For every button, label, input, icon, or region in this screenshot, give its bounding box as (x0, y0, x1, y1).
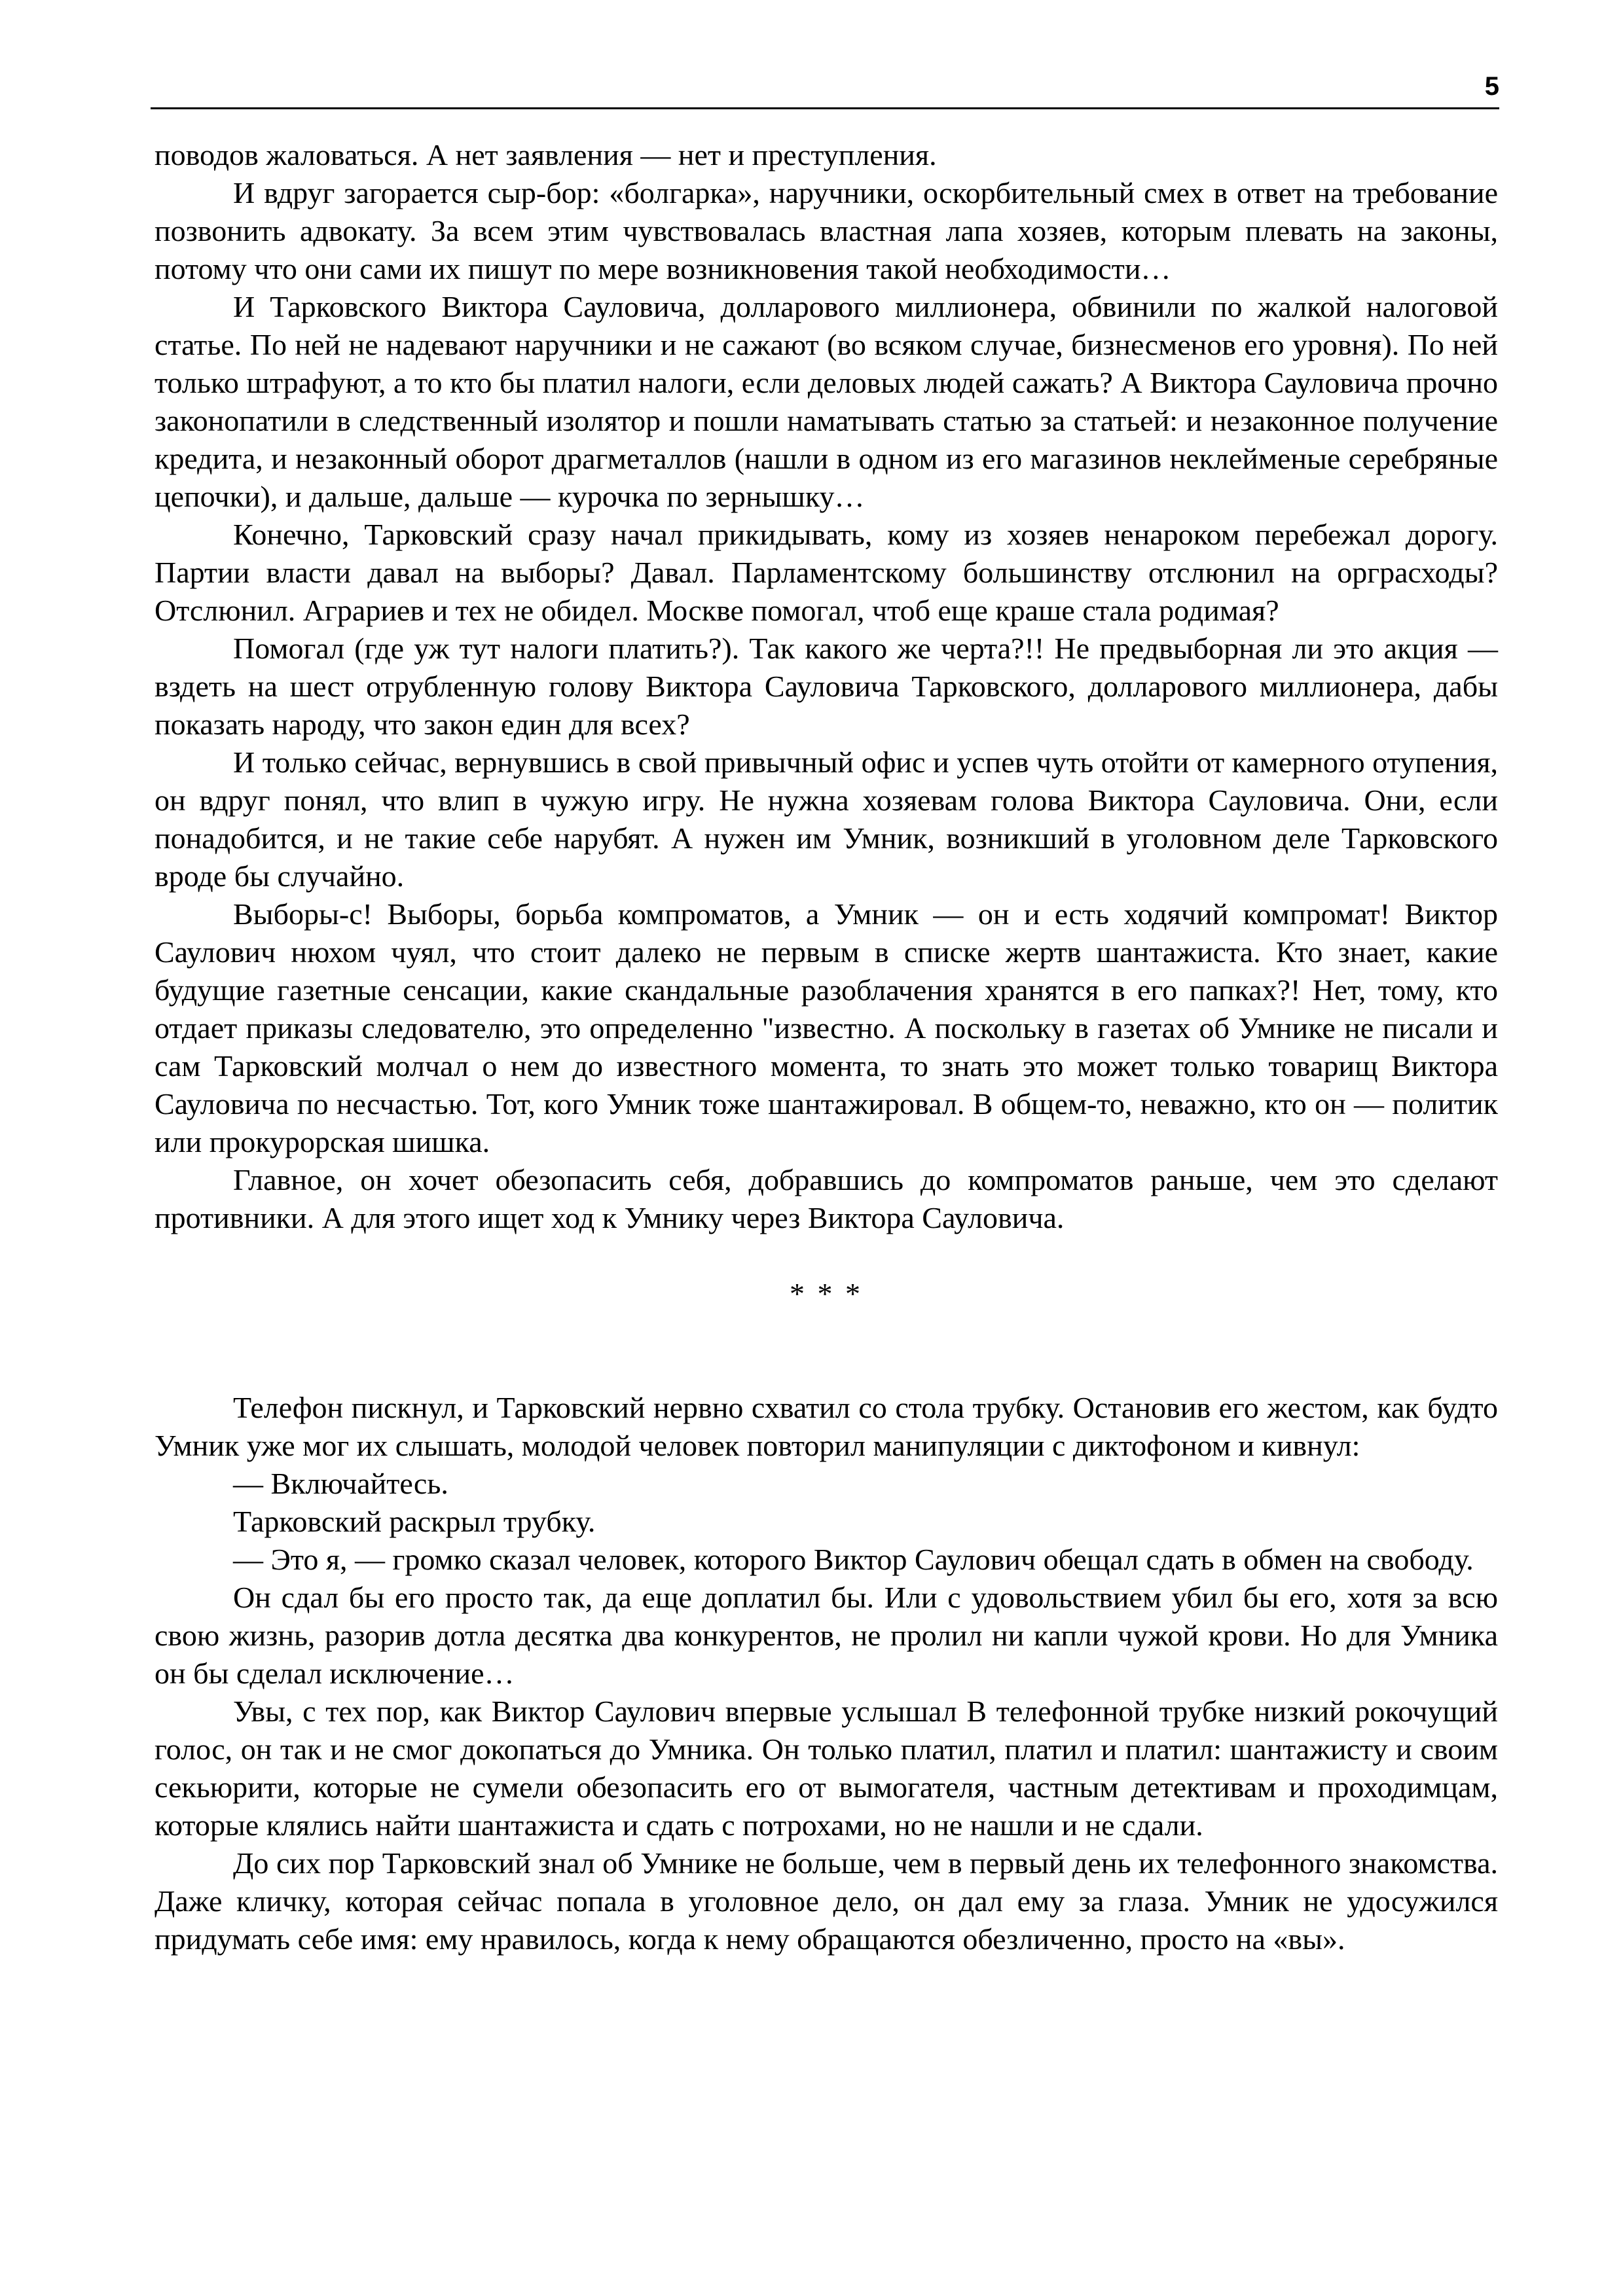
paragraph: Конечно, Тарковский сразу начал прикидывать, кому из хозяев ненароком перебежал дорогу. Партии власти давал на выборы? Давал. Парламентскому большинству отслюнил на орграсходы? Отслюнил. Аграриев и тех не обидел. Москве помогал, чтоб еще краше стала родимая? (155, 518, 1498, 627)
paragraph: Тарковский раскрыл трубку. (233, 1505, 596, 1538)
paragraph: поводов жаловаться. А нет заявления — нет и преступления. (155, 138, 937, 171)
page-body (155, 136, 1498, 1958)
paragraph: Помогал (где уж тут налоги платить?). Так какого же черта?!! Не предвыборная ли это акция — вздеть на шест отрубленную голову Виктора Сауловича Тарковского, долларового миллионера, дабы показать народу, что закон един для всех? (155, 632, 1498, 741)
paragraph: — Включайтесь. (233, 1467, 448, 1500)
header-rule (151, 107, 1499, 109)
paragraph: До сих пор Тарковский знал об Умнике не больше, чем в первый день их телефонного знакомства. Даже кличку, которая сейчас попала в уголовное дело, он дал ему за глаза. Умник не удосужился придумать себе имя: ему нравилось, когда к нему обращаются обезличенно, просто на «вы». (155, 1846, 1498, 1956)
paragraph: Увы, с тех пор, как Виктор Саулович впервые услышал В телефонной трубке низкий рокочущий голос, он так и не смог докопаться до Умника. Он только платил, платил и платил: шантажисту и своим секьюрити, которые не сумели обезопасить его от вымогателя, частным детективам и проходимцам, которые клялись найти шантажиста и сдать с потрохами, но не нашли и не сдали. (155, 1695, 1498, 1842)
paragraph: И только сейчас, вернувшись в свой привычный офис и успев чуть отойти от камерного отупения, он вдруг понял, что влип в чужую игру. Не нужна хозяевам голова Виктора Сауловича. Они, если понадобится, и не такие себе нарубят. А нужен им Умник, возникший в уголовном деле Тарковского вроде бы случайно. (155, 745, 1498, 893)
paragraph: Главное, он хочет обезопасить себя, добравшись до компроматов раньше, чем это сделают противники. А для этого ищет ход к Умнику через Виктора Сауловича. (155, 1163, 1498, 1234)
paragraph: Телефон пискнул, и Тарковский нервно схватил со стола трубку. Остановив его жестом, как будто Умник уже мог их слышать, молодой человек повторил манипуляции с диктофоном и кивнул: (155, 1391, 1498, 1462)
page-number: 5 (1484, 72, 1499, 101)
section-separator: * * * (790, 1277, 863, 1310)
paragraph: И вдруг загорается сыр-бор: «болгарка», наручники, оскорбительный смех в ответ на требование позвонить адвокату. За всем этим чувствовалась властная лапа хозяев, которым плевать на законы, потому что они сами их пишут по мере возникновения такой необходимости… (155, 176, 1498, 285)
paragraph: И Тарковского Виктора Сауловича, долларового миллионера, обвинили по жалкой налоговой статье. По ней не надевают наручники и не сажают (во всяком случае, бизнесменов его уровня). По ней только штрафуют, а то кто бы платил налоги, если деловых людей сажать? А Виктора Сауловича прочно законопатили в следственный изолятор и пошли наматывать статью за статьей: и незаконное получение кредита, и незаконный оборот драгметаллов (нашли в одном из его магазинов неклейменые серебряные цепочки), и дальше, дальше — курочка по зернышку… (155, 290, 1498, 513)
paragraph: — Это я, — громко сказал человек, которого Виктор Саулович обещал сдать в обмен на свободу. (233, 1543, 1474, 1576)
paragraph: Он сдал бы его просто так, да еще доплатил бы. Или с удовольствием убил бы его, хотя за всю свою жизнь, разорив дотла десятка два конкурентов, не пролил ни капли чужой крови. Но для Умника он бы сделал исключение… (155, 1581, 1498, 1690)
paragraph: Выборы-с! Выборы, борьба компроматов, а Умник — он и есть ходячий компромат! Виктор Саулович нюхом чуял, что стоит далеко не первым в списке жертв шантажиста. Кто знает, какие будущие газетные сенсации, какие скандальные разоблачения хранятся в его папках?! Нет, тому, кто отдает приказы следователю, это определенно "известно. А поскольку в газетах об Умнике не писали и сам Тарковский молчал о нем до известного момента, то знать это может только товарищ Виктора Сауловича по несчастью. Тот, кого Умник тоже шантажировал. В общем-то, неважно, кто он — политик или прокурорская шишка. (155, 897, 1498, 1158)
